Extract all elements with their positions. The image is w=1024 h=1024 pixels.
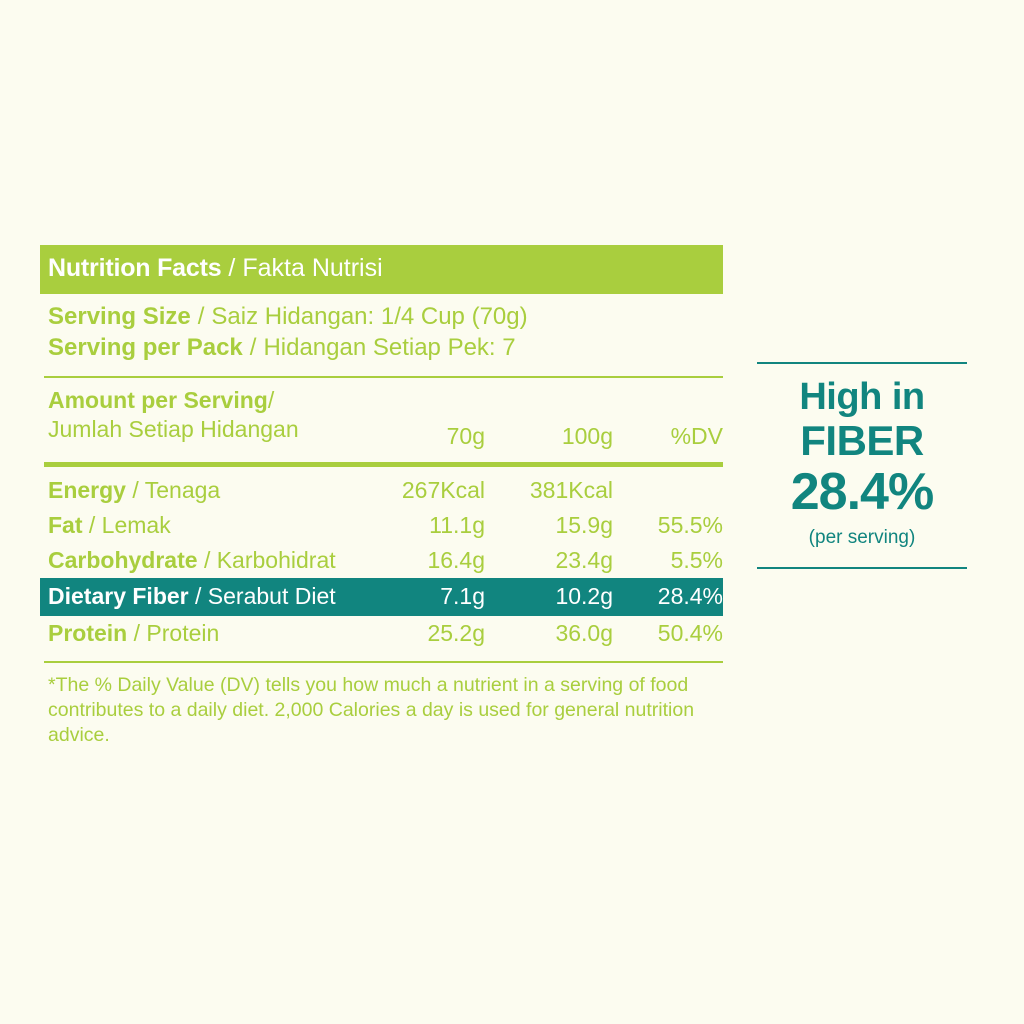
column-header-70g: 70g bbox=[446, 423, 485, 449]
amount-separator: / bbox=[267, 387, 275, 413]
nutrient-name-en: Protein bbox=[48, 620, 128, 646]
carbohydrate-70g: 16.4g bbox=[427, 547, 485, 573]
column-header-dv: %DV bbox=[670, 423, 723, 449]
nutrition-facts-title-en: Nutrition Facts bbox=[48, 254, 222, 282]
divider-thick bbox=[44, 462, 723, 467]
nutrition-facts-title-ms: Fakta Nutrisi bbox=[242, 254, 383, 282]
serving-info-block bbox=[40, 294, 723, 370]
badge-bottom-rule bbox=[757, 567, 967, 569]
nutrient-name-protein bbox=[48, 620, 357, 647]
column-header-100g: 100g bbox=[561, 423, 613, 449]
badge-line-fiber: FIBER bbox=[800, 416, 924, 464]
carbohydrate-dv: 5.5% bbox=[670, 547, 723, 573]
carbohydrate-100g: 23.4g bbox=[555, 547, 613, 573]
badge-content bbox=[757, 364, 967, 567]
daily-value-footnote: *The % Daily Value (DV) tells you how much a nutrient in a serving of food contributes to a daily diet. 2,000 Calories a day is used for general nutrition advice. bbox=[48, 674, 695, 746]
fat-dv: 55.5% bbox=[657, 512, 723, 538]
protein-100g: 36.0g bbox=[555, 620, 613, 646]
high-in-fiber-badge bbox=[757, 362, 967, 569]
nutrient-name-ms: Karbohidrat bbox=[216, 547, 336, 573]
serving-size-label-en: Serving Size bbox=[48, 303, 191, 330]
energy-70g: 267Kcal bbox=[401, 477, 485, 503]
serving-per-pack-label-en: Serving per Pack bbox=[48, 334, 243, 361]
fat-100g: 15.9g bbox=[555, 512, 613, 538]
energy-100g: 381Kcal bbox=[529, 477, 613, 503]
dietary-fiber-dv: 28.4% bbox=[657, 583, 723, 609]
protein-dv: 50.4% bbox=[657, 620, 723, 646]
table-row bbox=[40, 473, 723, 508]
nutrient-name-en: Dietary Fiber bbox=[48, 583, 189, 609]
nutrient-name-en: Carbohydrate bbox=[48, 547, 198, 573]
nutrition-facts-header bbox=[40, 245, 723, 294]
dietary-fiber-100g: 10.2g bbox=[555, 583, 613, 609]
table-row bbox=[40, 543, 723, 578]
nutrient-name-ms: Serabut Diet bbox=[207, 583, 336, 609]
nutrient-separator: / bbox=[132, 477, 139, 503]
amount-label-en: Amount per Serving bbox=[48, 387, 268, 413]
serving-per-pack-separator: / bbox=[249, 334, 257, 361]
nutrient-name-en: Fat bbox=[48, 512, 83, 538]
nutrition-facts-panel bbox=[40, 245, 723, 748]
nutrient-name-energy bbox=[48, 477, 357, 504]
table-row bbox=[40, 616, 723, 651]
table-row bbox=[40, 508, 723, 543]
nutrient-separator: / bbox=[88, 512, 96, 538]
badge-line-high-in: High in bbox=[799, 376, 925, 418]
nutrient-name-ms: Lemak bbox=[101, 512, 171, 538]
serving-size-value-ms: Saiz Hidangan: 1/4 Cup (70g) bbox=[211, 303, 528, 330]
badge-line-percent: 28.4% bbox=[790, 463, 934, 522]
nutrient-name-fat bbox=[48, 512, 357, 539]
nutrient-name-ms: Protein bbox=[146, 620, 220, 646]
nutrient-name-dietary-fiber bbox=[48, 583, 357, 610]
dietary-fiber-70g: 7.1g bbox=[440, 583, 485, 609]
nutrient-name-carbohydrate bbox=[48, 547, 357, 574]
protein-70g: 25.2g bbox=[427, 620, 485, 646]
nutrient-separator: / bbox=[195, 583, 202, 609]
amount-per-serving-block bbox=[40, 378, 723, 454]
serving-size-row bbox=[48, 303, 723, 331]
nutrient-name-ms: Tenaga bbox=[144, 477, 221, 503]
nutrient-name-en: Energy bbox=[48, 477, 126, 503]
column-headers bbox=[357, 423, 723, 450]
serving-size-separator: / bbox=[197, 303, 205, 330]
nutrient-rows bbox=[40, 473, 723, 651]
nutrient-separator: / bbox=[203, 547, 211, 573]
serving-per-pack-value-ms: Hidangan Setiap Pek: 7 bbox=[263, 334, 516, 361]
nutrition-facts-separator: / bbox=[228, 254, 236, 282]
badge-line-per-serving: (per serving) bbox=[808, 527, 916, 549]
amount-label-ms: Jumlah Setiap Hidangan bbox=[48, 416, 299, 443]
serving-per-pack-row bbox=[48, 334, 723, 362]
table-row-dietary-fiber bbox=[40, 578, 723, 616]
fat-70g: 11.1g bbox=[429, 512, 485, 538]
nutrient-separator: / bbox=[133, 620, 141, 646]
